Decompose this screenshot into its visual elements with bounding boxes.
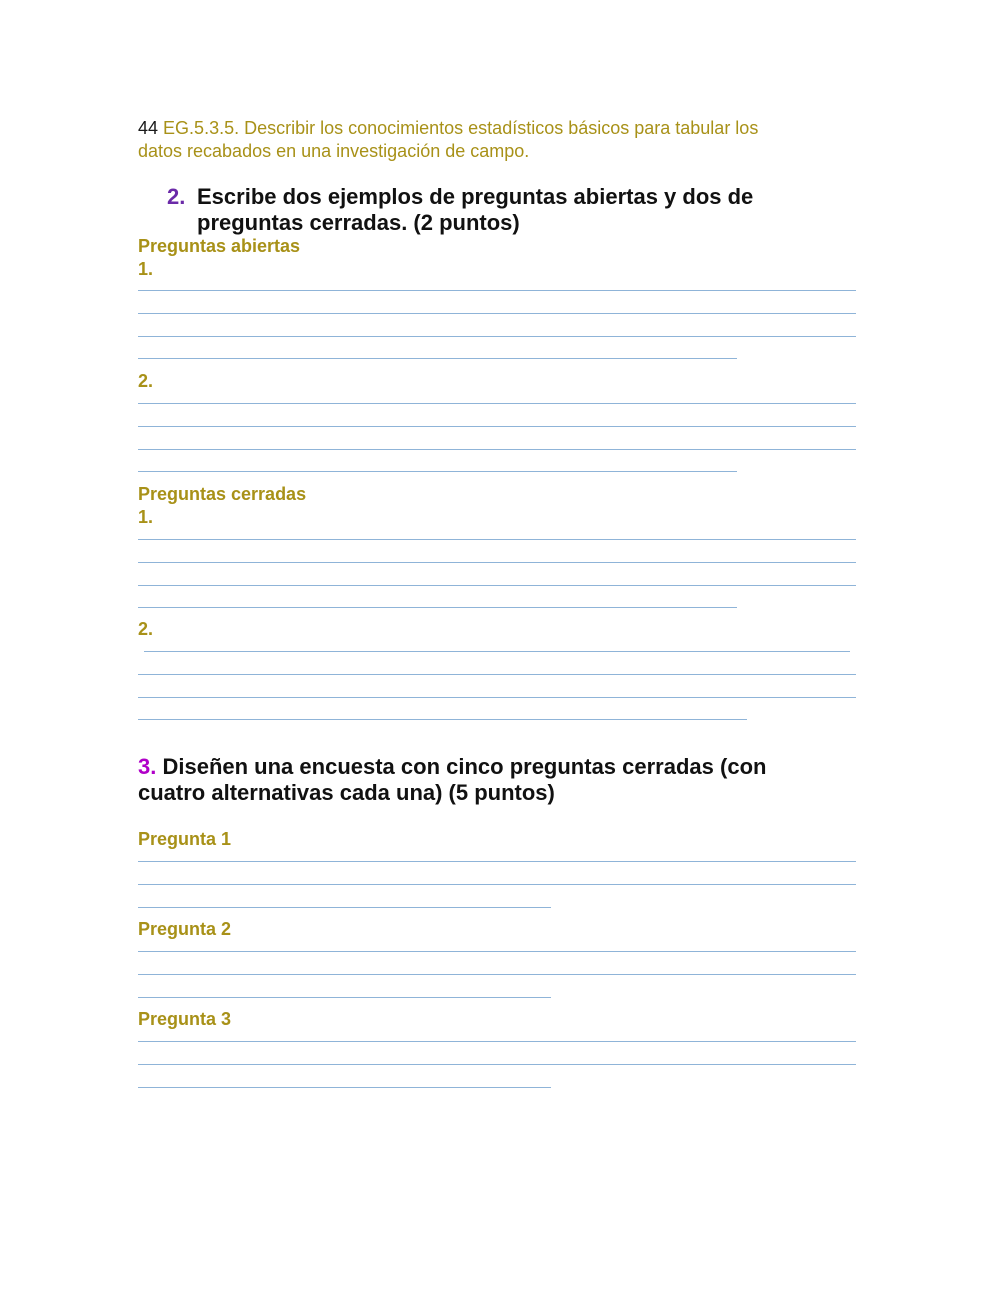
pregunta3-label: Pregunta 3 [138,1009,232,1029]
standard-text-line1: EG.5.3.5. Describir los conocimientos estadísticos básicos para tabular los [163,118,759,138]
closed-item1-label: 1. [138,507,154,527]
answer-line[interactable] [138,449,856,450]
answer-line[interactable] [138,1087,551,1088]
answer-line[interactable] [138,539,856,540]
open-questions-label: Preguntas abiertas [138,236,301,256]
answer-line[interactable] [138,585,856,586]
answer-line[interactable] [138,697,856,698]
question3-title-line2: cuatro alternativas cada una) (5 puntos) [138,780,555,805]
answer-line[interactable] [138,471,737,472]
page-number: 44 [138,118,159,138]
standard-header [138,117,758,140]
answer-line[interactable] [138,426,856,427]
question3-title-line1 [138,753,766,780]
answer-line[interactable] [138,1041,856,1042]
answer-line[interactable] [138,403,856,404]
answer-line[interactable] [138,951,856,952]
question2-title-line1: Escribe dos ejemplos de preguntas abiertas y dos de [197,184,754,209]
answer-line[interactable] [138,719,747,720]
question2-title-line2: preguntas cerradas. (2 puntos) [197,210,520,235]
answer-line[interactable] [138,290,856,291]
answer-line[interactable] [138,974,856,975]
answer-line[interactable] [138,607,737,608]
open-item2-label: 2. [138,371,154,391]
closed-item2-label: 2. [138,619,154,639]
answer-line[interactable] [138,674,856,675]
answer-line[interactable] [138,336,856,337]
answer-line[interactable] [138,861,856,862]
answer-line[interactable] [138,907,551,908]
answer-line[interactable] [144,651,850,652]
answer-line[interactable] [138,884,856,885]
answer-line[interactable] [138,997,551,998]
open-item1-label: 1. [138,259,154,279]
answer-line[interactable] [138,358,737,359]
question2-number: 2. [167,184,186,209]
standard-text-line2: datos recabados en una investigación de campo. [138,141,530,161]
closed-questions-label: Preguntas cerradas [138,484,307,504]
answer-line[interactable] [138,313,856,314]
pregunta2-label: Pregunta 2 [138,919,232,939]
answer-line[interactable] [138,562,856,563]
answer-line[interactable] [138,1064,856,1065]
question3-number: 3. [138,754,157,779]
question3-title-text: Diseñen una encuesta con cinco preguntas cerradas (con [162,754,767,779]
pregunta1-label: Pregunta 1 [138,829,232,849]
